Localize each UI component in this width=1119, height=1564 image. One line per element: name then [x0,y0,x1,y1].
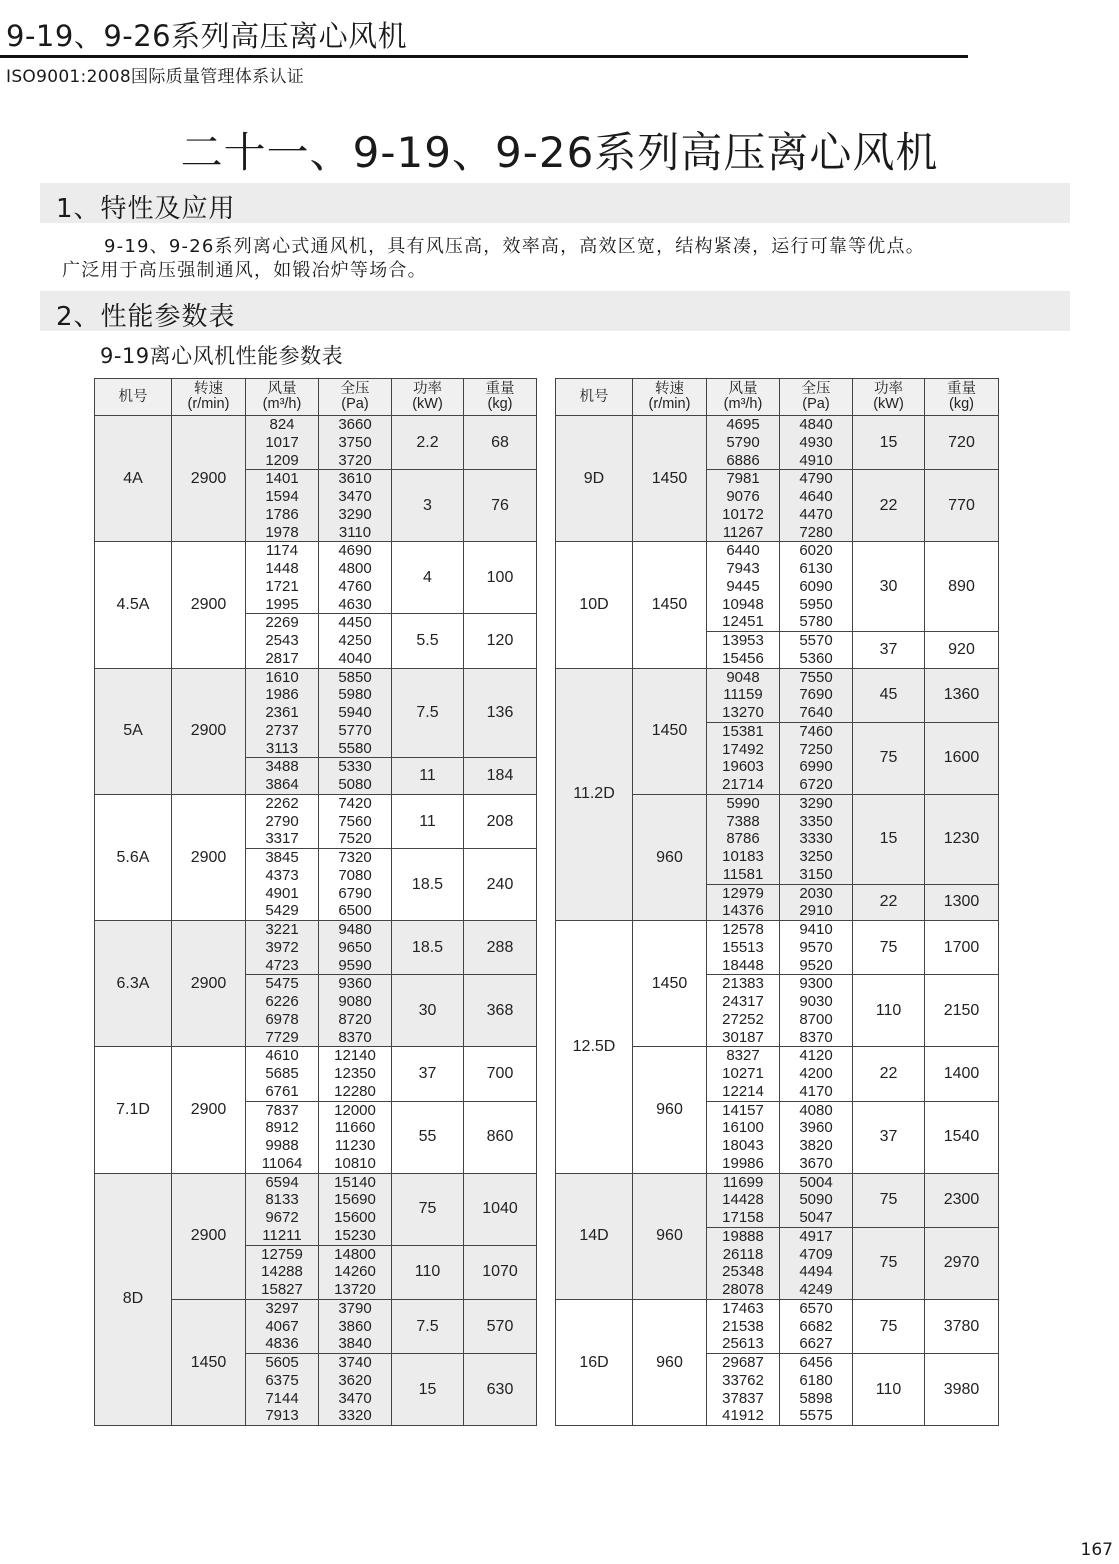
power-cell: 22 [853,884,925,921]
flow-cell: 3488 3864 [246,758,319,795]
page-number: 167 [1080,1540,1113,1560]
flow-cell: 2269 2543 2817 [246,614,319,668]
power-cell: 15 [392,1354,464,1426]
pressure-cell: 3740 3620 3470 3320 [319,1354,392,1426]
main-title: 二十一、9-19、9-26系列高压离心风机 [180,128,939,177]
weight-cell: 1600 [925,722,999,794]
pressure-cell: 3290 3350 3330 3250 3150 [780,794,853,884]
flow-cell: 17463 21538 25613 [707,1299,780,1353]
pressure-cell: 7550 7690 7640 [780,668,853,722]
table-row [556,668,999,722]
pressure-cell: 7420 7560 7520 [319,794,392,848]
flow-cell: 12578 15513 18448 [707,921,780,975]
pressure-cell: 4840 4930 4910 [780,416,853,470]
weight-cell: 1540 [925,1101,999,1173]
power-cell: 7.5 [392,668,464,758]
flow-cell: 7981 9076 10172 11267 [707,470,780,542]
model-cell: 5.6A [95,794,172,920]
power-cell: 37 [853,632,925,669]
power-cell: 75 [853,921,925,975]
weight-cell: 700 [464,1047,537,1101]
power-cell: 5.5 [392,614,464,668]
col-weight-header: 重量 (kg) [925,379,999,416]
weight-cell: 570 [464,1299,537,1353]
power-cell: 18.5 [392,849,464,921]
model-cell: 5A [95,668,172,794]
weight-cell: 1700 [925,921,999,975]
col-speed-header: 转速 (r/min) [172,379,246,416]
section1-line1: 9-19、9-26系列离心式通风机，具有风压高，效率高，高效区宽，结构紧凑，运行可靠等优点。 [104,236,925,257]
table-row [95,794,537,848]
pressure-cell: 9410 9570 9520 [780,921,853,975]
pressure-cell: 15140 15690 15600 15230 [319,1173,392,1245]
power-cell: 3 [392,470,464,542]
flow-cell: 4695 5790 6886 [707,416,780,470]
weight-cell: 860 [464,1101,537,1173]
model-cell: 6.3A [95,921,172,1047]
weight-cell: 136 [464,668,537,758]
flow-cell: 824 1017 1209 [246,416,319,470]
weight-cell: 288 [464,921,537,975]
flow-cell: 6440 7943 9445 10948 12451 [707,542,780,632]
col-pressure-header: 全压 (Pa) [780,379,853,416]
pressure-cell: 4450 4250 4040 [319,614,392,668]
header-rule [0,55,968,58]
flow-cell: 6594 8133 9672 11211 [246,1173,319,1245]
power-cell: 110 [853,975,925,1047]
flow-cell: 1174 1448 1721 1995 [246,542,319,614]
header-title: 9-19、9-26系列高压离心风机 [6,19,408,53]
speed-cell: 2900 [172,1047,246,1173]
power-cell: 75 [853,1173,925,1227]
table-row [556,542,999,632]
pressure-cell: 9480 9650 9590 [319,921,392,975]
table-row [556,921,999,975]
power-cell: 75 [853,722,925,794]
power-cell: 2.2 [392,416,464,470]
section1-line2: 广泛用于高压强制通风，如锻冶炉等场合。 [62,260,427,281]
col-model-header: 机号 [556,379,633,416]
speed-cell: 2900 [172,668,246,794]
weight-cell: 720 [925,416,999,470]
weight-cell: 3980 [925,1354,999,1426]
pressure-cell: 5330 5080 [319,758,392,795]
col-power-header: 功率 (kW) [853,379,925,416]
pressure-cell: 2030 2910 [780,884,853,921]
speed-cell: 960 [633,1173,707,1299]
power-cell: 18.5 [392,921,464,975]
power-cell: 7.5 [392,1299,464,1353]
flow-cell: 15381 17492 19603 21714 [707,722,780,794]
table-row [556,416,999,470]
model-cell: 9D [556,416,633,542]
col-power-header: 功率 (kW) [392,379,464,416]
pressure-cell: 5570 5360 [780,632,853,669]
power-cell: 45 [853,668,925,722]
flow-cell: 29687 33762 37837 41912 [707,1354,780,1426]
power-cell: 11 [392,758,464,795]
weight-cell: 1400 [925,1047,999,1101]
weight-cell: 1360 [925,668,999,722]
power-cell: 15 [853,416,925,470]
speed-cell: 960 [633,1047,707,1173]
power-cell: 110 [853,1354,925,1426]
power-cell: 11 [392,794,464,848]
flow-cell: 3297 4067 4836 [246,1299,319,1353]
table-row [95,416,537,470]
flow-cell: 13953 15456 [707,632,780,669]
col-weight-header: 重量 (kg) [464,379,537,416]
pressure-cell: 3790 3860 3840 [319,1299,392,1353]
pressure-cell: 14800 14260 13720 [319,1245,392,1299]
speed-cell: 1450 [633,921,707,1047]
weight-cell: 1300 [925,884,999,921]
speed-cell: 2900 [172,921,246,1047]
speed-cell: 2900 [172,794,246,920]
power-cell: 75 [853,1227,925,1299]
weight-cell: 68 [464,416,537,470]
table-row [95,1173,537,1245]
flow-cell: 19888 26118 25348 28078 [707,1227,780,1299]
table-title: 9-19离心风机性能参数表 [100,344,344,368]
power-cell: 30 [853,542,925,632]
speed-cell: 1450 [633,416,707,542]
weight-cell: 770 [925,470,999,542]
col-flow-header: 风量 (m³/h) [246,379,319,416]
power-cell: 55 [392,1101,464,1173]
speed-cell: 2900 [172,1173,246,1299]
pressure-cell: 6020 6130 6090 5950 5780 [780,542,853,632]
speed-cell: 2900 [172,416,246,542]
table-row [95,542,537,614]
pressure-cell: 7460 7250 6990 6720 [780,722,853,794]
weight-cell: 2150 [925,975,999,1047]
col-pressure-header: 全压 (Pa) [319,379,392,416]
speed-cell: 1450 [633,668,707,794]
pressure-cell: 5004 5090 5047 [780,1173,853,1227]
flow-cell: 11699 14428 17158 [707,1173,780,1227]
power-cell: 22 [853,470,925,542]
model-cell: 16D [556,1299,633,1425]
table-row [556,1299,999,1353]
weight-cell: 1040 [464,1173,537,1245]
flow-cell: 4610 5685 6761 [246,1047,319,1101]
model-cell: 7.1D [95,1047,172,1173]
pressure-cell: 9360 9080 8720 8370 [319,975,392,1047]
col-flow-header: 风量 (m³/h) [707,379,780,416]
pressure-cell: 5850 5980 5940 5770 5580 [319,668,392,758]
weight-cell: 76 [464,470,537,542]
pressure-cell: 7320 7080 6790 6500 [319,849,392,921]
pressure-cell: 4120 4200 4170 [780,1047,853,1101]
power-cell: 15 [853,794,925,884]
power-cell: 30 [392,975,464,1047]
pressure-cell: 12000 11660 11230 10810 [319,1101,392,1173]
model-cell: 4.5A [95,542,172,668]
table-header-row [95,379,537,416]
power-cell: 37 [392,1047,464,1101]
flow-cell: 5990 7388 8786 10183 11581 [707,794,780,884]
weight-cell: 1230 [925,794,999,884]
power-cell: 75 [392,1173,464,1245]
flow-cell: 12979 14376 [707,884,780,921]
pressure-cell: 6456 6180 5898 5575 [780,1354,853,1426]
power-cell: 22 [853,1047,925,1101]
flow-cell: 5605 6375 7144 7913 [246,1354,319,1426]
flow-cell: 1610 1986 2361 2737 3113 [246,668,319,758]
model-cell: 8D [95,1173,172,1426]
pressure-cell: 3610 3470 3290 3110 [319,470,392,542]
flow-cell: 14157 16100 18043 19986 [707,1101,780,1173]
weight-cell: 2970 [925,1227,999,1299]
model-cell: 10D [556,542,633,668]
section2-band [40,291,1070,331]
table-row [556,1173,999,1227]
section1-heading: 1、特性及应用 [56,194,236,224]
flow-cell: 12759 14288 15827 [246,1245,319,1299]
section2-heading: 2、性能参数表 [56,302,236,332]
flow-cell: 2262 2790 3317 [246,794,319,848]
performance-table-right [555,378,999,1426]
weight-cell: 630 [464,1354,537,1426]
weight-cell: 120 [464,614,537,668]
power-cell: 4 [392,542,464,614]
speed-cell: 960 [633,1299,707,1425]
col-model-header: 机号 [95,379,172,416]
weight-cell: 2300 [925,1173,999,1227]
model-cell: 11.2D [556,668,633,921]
model-cell: 12.5D [556,921,633,1174]
flow-cell: 21383 24317 27252 30187 [707,975,780,1047]
flow-cell: 3221 3972 4723 [246,921,319,975]
pressure-cell: 4690 4800 4760 4630 [319,542,392,614]
weight-cell: 184 [464,758,537,795]
model-cell: 14D [556,1173,633,1299]
weight-cell: 890 [925,542,999,632]
weight-cell: 1070 [464,1245,537,1299]
flow-cell: 5475 6226 6978 7729 [246,975,319,1047]
speed-cell: 1450 [172,1299,246,1425]
table-row [95,668,537,758]
col-speed-header: 转速 (r/min) [633,379,707,416]
power-cell: 37 [853,1101,925,1173]
speed-cell: 2900 [172,542,246,668]
table-row [95,921,537,975]
power-cell: 110 [392,1245,464,1299]
pressure-cell: 4917 4709 4494 4249 [780,1227,853,1299]
flow-cell: 1401 1594 1786 1978 [246,470,319,542]
weight-cell: 920 [925,632,999,669]
weight-cell: 208 [464,794,537,848]
pressure-cell: 6570 6682 6627 [780,1299,853,1353]
speed-cell: 1450 [633,542,707,668]
speed-cell: 960 [633,794,707,920]
pressure-cell: 12140 12350 12280 [319,1047,392,1101]
section1-band [40,183,1070,223]
flow-cell: 3845 4373 4901 5429 [246,849,319,921]
weight-cell: 240 [464,849,537,921]
performance-table-left [94,378,537,1426]
weight-cell: 368 [464,975,537,1047]
power-cell: 75 [853,1299,925,1353]
table-row [95,1047,537,1101]
pressure-cell: 4080 3960 3820 3670 [780,1101,853,1173]
table-header-row [556,379,999,416]
flow-cell: 7837 8912 9988 11064 [246,1101,319,1173]
pressure-cell: 9300 9030 8700 8370 [780,975,853,1047]
pressure-cell: 4790 4640 4470 7280 [780,470,853,542]
flow-cell: 8327 10271 12214 [707,1047,780,1101]
flow-cell: 9048 11159 13270 [707,668,780,722]
header-subtitle: ISO9001:2008国际质量管理体系认证 [6,67,305,87]
pressure-cell: 3660 3750 3720 [319,416,392,470]
model-cell: 4A [95,416,172,542]
weight-cell: 3780 [925,1299,999,1353]
weight-cell: 100 [464,542,537,614]
